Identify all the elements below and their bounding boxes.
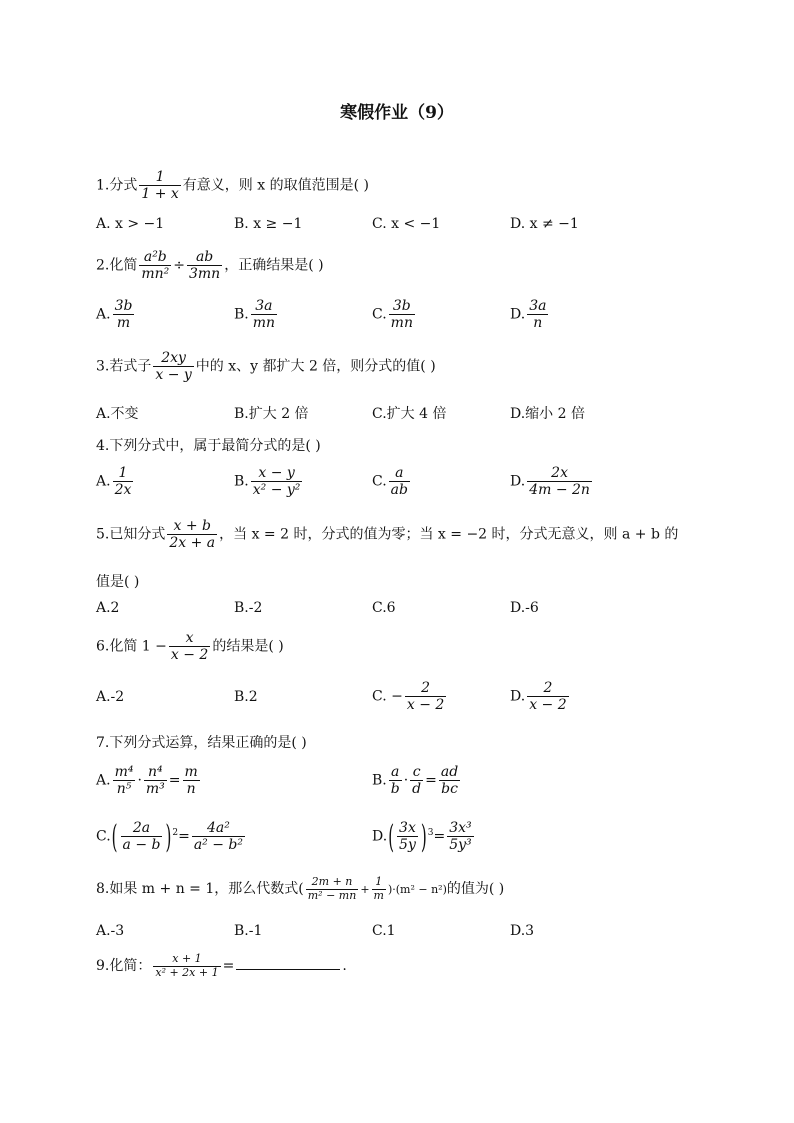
q5-option-a: A.2 bbox=[96, 600, 120, 616]
q6-fraction: $\frac{x}{x - 2}$ bbox=[170, 630, 209, 664]
q5-fraction: $\frac{x + b}{2x + a}$ bbox=[169, 518, 216, 552]
question-8: 8.如果 m + n = 1，那么代数式( $\frac{2m + n}{\text{m² − mn}}$ + $\frac{1}{m}$ )·(m² − n²)的值为( ) bbox=[96, 875, 505, 902]
q2-option-c: C. $\frac{3b}{mn}$ bbox=[372, 298, 413, 332]
q7-option-d: D.( $\frac{3x}{5y}$ )$^3$= $\frac{\text{3x³}}{\text{5y³}}$ bbox=[372, 817, 472, 856]
q8-option-a: A.-3 bbox=[96, 923, 125, 939]
question-1 bbox=[96, 169, 369, 202]
q5-option-c: C.6 bbox=[372, 600, 396, 616]
q6-option-d: D. $\frac{2}{x - 2}$ bbox=[510, 680, 567, 714]
q1-stem-pre: 1.分式 bbox=[96, 177, 138, 194]
q1-option-b: B. x ≥ −1 bbox=[234, 216, 303, 232]
q6-option-c: C. − $\frac{2}{x - 2}$ bbox=[372, 680, 445, 714]
q3-fraction: $\frac{2xy}{x - y}$ bbox=[155, 350, 192, 384]
q8-option-b: B.-1 bbox=[234, 923, 263, 939]
q2-fraction-1: $\frac{\text{a²b}}{\text{mn²}}$ bbox=[141, 249, 170, 283]
q9-answer-blank bbox=[236, 957, 340, 970]
q4-option-d: D. $\frac{2x}{4m - 2n}$ bbox=[510, 465, 590, 499]
q5-option-b: B.-2 bbox=[234, 600, 263, 616]
question-3: 3.若式子 $\frac{2xy}{x - y}$ 中的 x、y 都扩大 2 倍，则分式的值( ) bbox=[96, 350, 436, 384]
q2-fraction-2: $\frac{ab}{3mn}$ bbox=[189, 249, 221, 283]
q1-option-d: D. x ≠ −1 bbox=[510, 216, 579, 232]
q4-option-c: C. $\frac{a}{ab}$ bbox=[372, 465, 408, 499]
page-title: 寒假作业（9） bbox=[340, 103, 454, 123]
question-9: 9.化简： $\frac{x + 1}{\text{x² + 2x + 1}}$ = . bbox=[96, 952, 347, 979]
q2-option-d: D. $\frac{3a}{n}$ bbox=[510, 298, 547, 332]
q1-stem-post: 有意义，则 x 的取值范围是( ) bbox=[182, 177, 369, 194]
q6-option-a: A.-2 bbox=[96, 689, 125, 705]
q8-option-d: D.3 bbox=[510, 923, 535, 939]
q3-option-d: D.缩小 2 倍 bbox=[510, 406, 585, 422]
q7-option-b: B. $\frac{a}{b}$ · $\frac{c}{d}$ = $\frac{ad}{bc}$ bbox=[372, 764, 459, 798]
q8-option-c: C.1 bbox=[372, 923, 396, 939]
q9-fraction: $\frac{x + 1}{\text{x² + 2x + 1}}$ bbox=[155, 952, 219, 979]
q2-option-b: B. $\frac{3a}{mn}$ bbox=[234, 298, 276, 332]
q1-option-c: C. x < −1 bbox=[372, 216, 441, 232]
question-2: 2.化简 $\frac{\text{a²b}}{\text{mn²}}$ ÷ $\frac{ab}{3mn}$ ，正确结果是( ) bbox=[96, 249, 324, 283]
question-4: 4.下列分式中，属于最简分式的是( ) bbox=[96, 438, 321, 454]
question-7: 7.下列分式运算，结果正确的是( ) bbox=[96, 735, 307, 751]
q7-option-c: C.( $\frac{2a}{a - b}$ )$^2$= $\frac{\text{4a²}}{\text{a² − b²}}$ bbox=[96, 817, 243, 856]
question-5-line-2: 值是( ) bbox=[96, 574, 140, 590]
q5-option-d: D.-6 bbox=[510, 600, 539, 616]
q7-option-a: A. $\frac{\text{m⁴}}{\text{n⁵}}$ · $\frac{\text{n⁴}}{\text{m³}}$ = $\frac{m}{n}$ bbox=[96, 764, 198, 798]
q6-option-b: B.2 bbox=[234, 689, 258, 705]
q1-option-a: A. x > −1 bbox=[96, 216, 165, 232]
q3-option-a: A.不变 bbox=[96, 406, 139, 422]
question-6: 6.化简 1 − $\frac{x}{x - 2}$ 的结果是( ) bbox=[96, 630, 284, 664]
q1-fraction: $\frac{1}{1 + x}$ bbox=[141, 169, 179, 203]
q2-option-a: A. $\frac{3b}{m}$ bbox=[96, 298, 133, 332]
q3-option-c: C.扩大 4 倍 bbox=[372, 406, 447, 422]
q4-option-b: B. $\frac{x - y}{\text{x² − y²}}$ bbox=[234, 465, 301, 499]
question-5: 5.已知分式 $\frac{x + b}{2x + a}$ ，当 x = 2 时，分式的值为零；当 x = −2 时，分式无意义，则 a + b 的 bbox=[96, 518, 679, 552]
q4-option-a: A. $\frac{1}{2x}$ bbox=[96, 465, 132, 499]
q3-option-b: B.扩大 2 倍 bbox=[234, 406, 309, 422]
